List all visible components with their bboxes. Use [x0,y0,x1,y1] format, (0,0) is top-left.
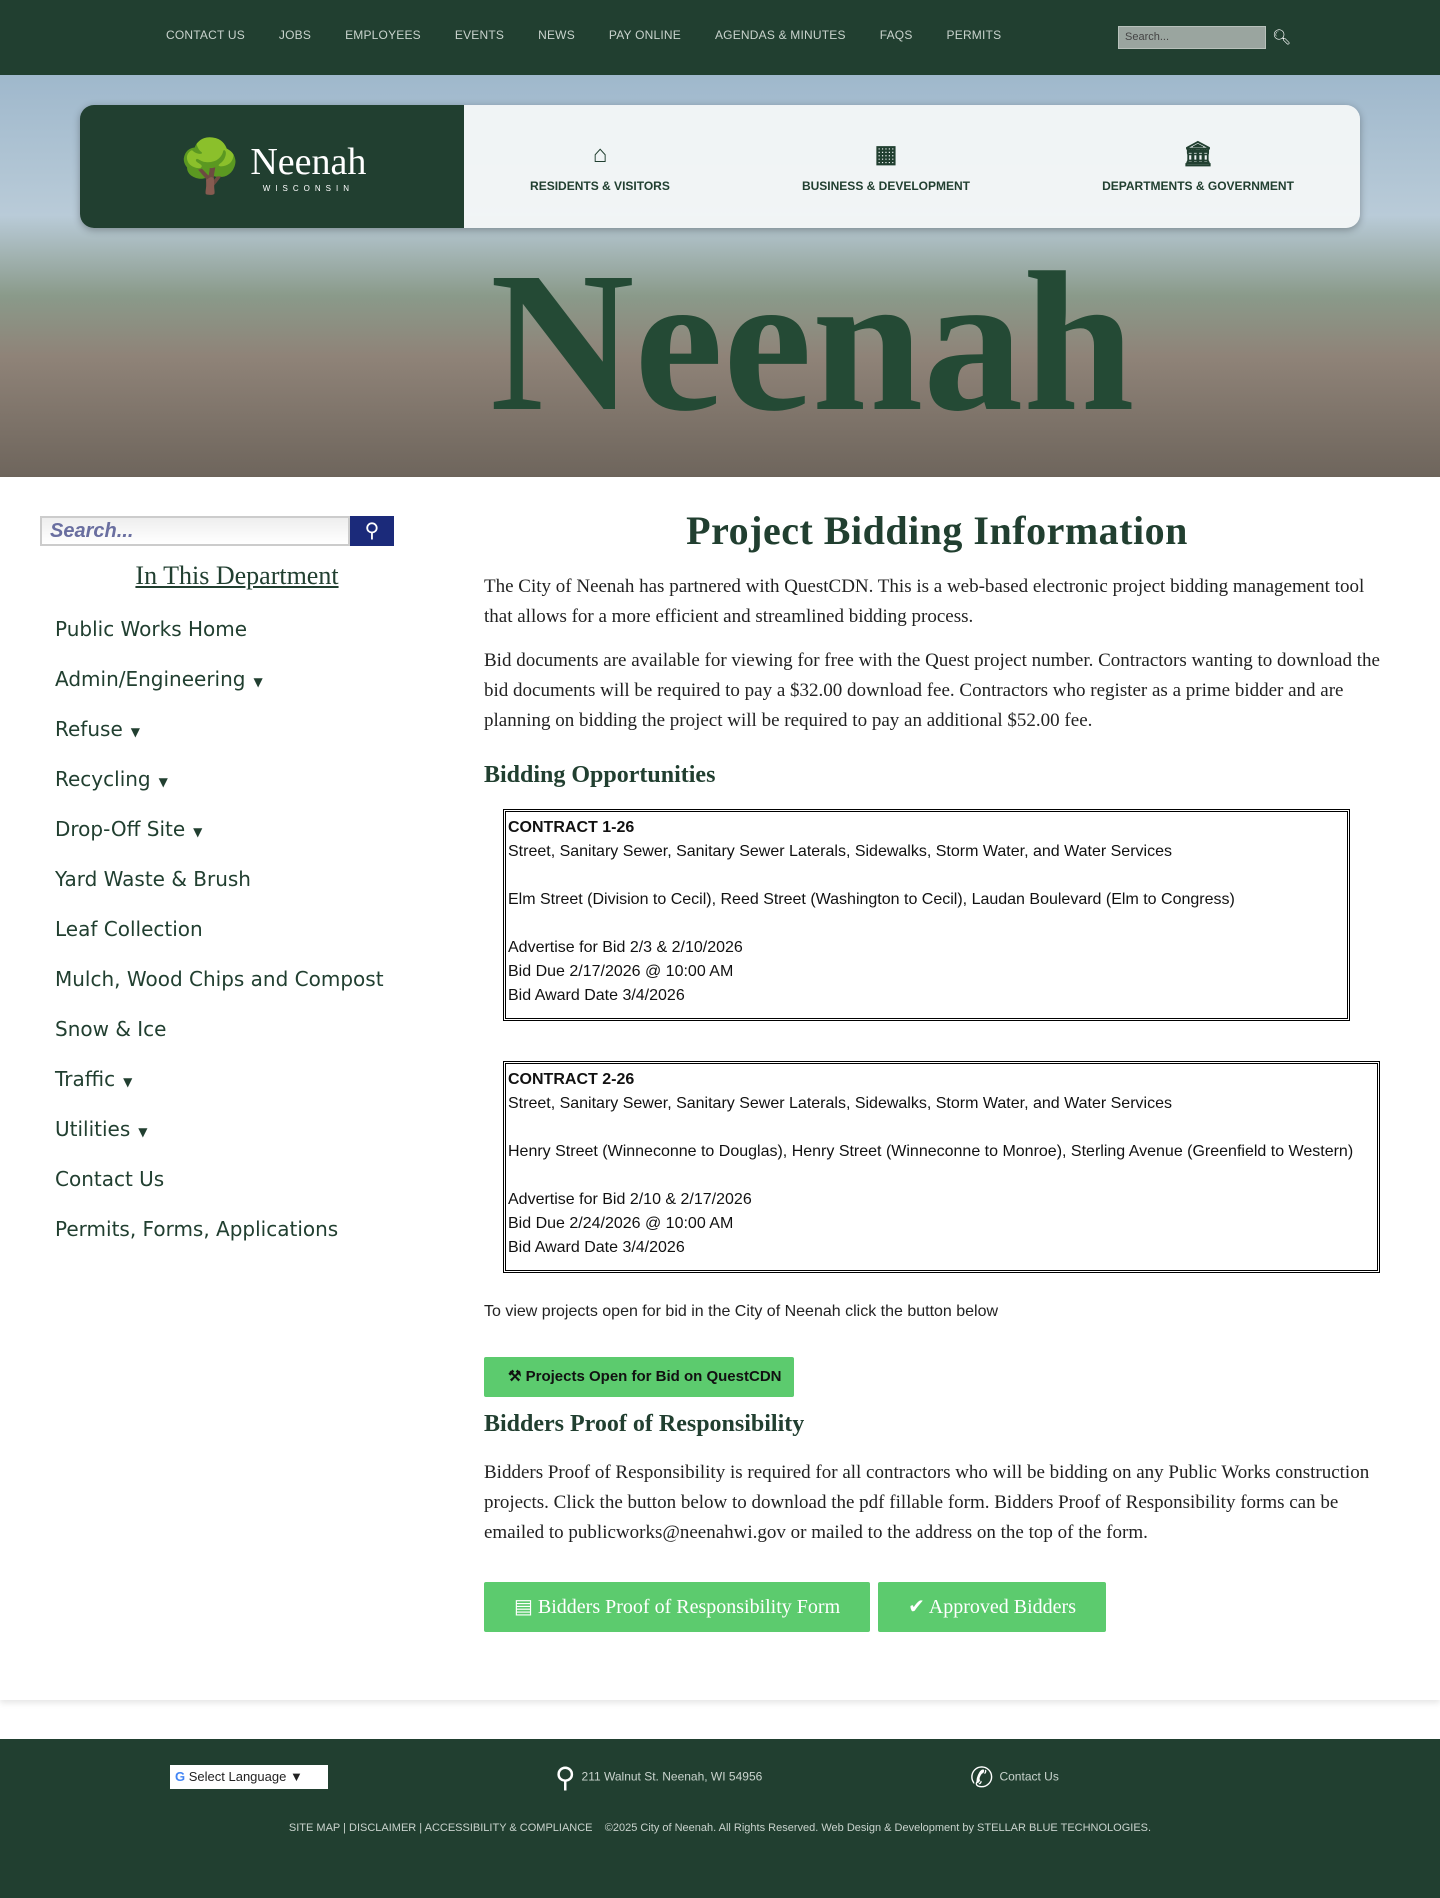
google-icon: G [175,1769,186,1784]
questcdn-button[interactable] [484,1357,794,1397]
quicknav-business[interactable] [802,140,970,193]
sidebar-item[interactable] [55,1167,384,1217]
quicknav-residents[interactable] [530,141,670,193]
map-pin-icon: ⚲ [555,1762,576,1793]
sidebar-item-label: Traffic [55,1067,116,1091]
logo-name: Neenah [250,141,367,183]
department-title[interactable]: In This Department [135,561,339,590]
government-icon: 🏛︎ [1182,141,1214,168]
footer-contact[interactable] [970,1761,1059,1794]
sidebar-item[interactable] [55,1117,384,1167]
sidebar-nav [55,617,384,1267]
language-label: Select Language [188,1769,287,1784]
sidebar-item[interactable] [55,1017,384,1067]
contract-box [503,809,1350,1021]
contract-title: CONTRACT 1-26 [508,819,635,836]
topnav-faqs[interactable]: FAQS [879,28,913,42]
sidebar-item[interactable] [55,617,384,667]
topnav-contact-us[interactable]: CONTACT US [166,28,245,42]
sidebar-item[interactable] [55,717,384,767]
caret-down-icon[interactable]: ▼ [158,775,168,789]
proof-paragraph: Bidders Proof of Responsibility is required for all contractors who will be bidding on any Public Works construction projects. Click the button below to download the pdf fillable form. Bidders Proof of Responsibility forms can be emailed to publicworks@neenahwi.gov or mailed to the address on the top of the form. [484,1462,1370,1543]
footer-address [555,1761,762,1794]
sidebar-item[interactable] [55,767,384,817]
caret-down-icon[interactable]: ▼ [253,675,263,689]
content-area [0,477,1440,1700]
contract-streets: Henry Street (Winneconne to Douglas), Henry Street (Winneconne to Monroe), Sterling Avenue (Greenfield to Western) [508,1143,1354,1160]
caret-down-icon[interactable]: ▼ [123,1075,133,1089]
topnav-permits[interactable]: PERMITS [946,28,1002,42]
button-label: Approved Bidders [928,1596,1076,1618]
search-icon: ⚲ [364,520,380,542]
contact-text: Contact Us [999,1769,1059,1784]
language-select[interactable]: G Select Language ▼ [170,1765,328,1789]
sidebar-item[interactable] [55,667,384,717]
topnav-events[interactable]: EVENTS [454,28,505,42]
main-content [484,507,1390,1632]
search-icon[interactable]: 🔍︎ [1272,29,1292,46]
sidebar-item[interactable] [55,1217,384,1267]
proof-heading: Bidders Proof of Responsibility [484,1411,805,1437]
contract-due: Bid Due 2/24/2026 @ 10:00 AM [508,1215,734,1232]
contract-scope: Street, Sanitary Sewer, Sanitary Sewer Laterals, Sidewalks, Storm Water, and Water Services [508,1095,1172,1112]
view-projects-text: To view projects open for bid in the City of Neenah click the button below [484,1303,999,1320]
sidebar-search-input[interactable]: Search... [40,516,350,546]
quicknav-departments[interactable] [1102,140,1294,193]
quicknav-label: RESIDENTS & VISITORS [530,178,670,193]
contract-box [503,1061,1380,1273]
intro-paragraph: The City of Neenah has partnered with QuestCDN. This is a web-based electronic project bidding management tool that allows for a more efficient and streamlined bidding process. [484,576,1365,627]
sidebar-item[interactable] [55,917,384,967]
page-title: Project Bidding Information [686,508,1188,553]
contract-advertise: Advertise for Bid 2/10 & 2/17/2026 [508,1191,752,1208]
quicknav-label: BUSINESS & DEVELOPMENT [801,179,970,193]
topnav-employees[interactable]: EMPLOYEES [345,28,421,42]
contract-award: Bid Award Date 3/4/2026 [508,987,685,1004]
top-search-input[interactable]: Search... [1118,26,1266,49]
contract-award: Bid Award Date 3/4/2026 [508,1239,685,1256]
topnav-news[interactable]: NEWS [538,28,575,42]
sidebar-item-label: Drop-Off Site [55,817,186,841]
caret-down-icon[interactable]: ▼ [130,725,140,739]
fees-paragraph: Bid documents are available for viewing for free with the Quest project number. Contractors wanting to download the bid documents will be required to pay a $32.00 download fee. Contractors who register as a prime bidder and are planning on bidding the project will be required to pay an additional $52.00 fee. [484,650,1380,731]
check-icon: ✔ [908,1596,929,1618]
top-nav [166,28,1001,42]
logo-sub: WISCONSIN [262,184,354,193]
sidebar-item[interactable] [55,967,384,1017]
sidebar-item-label: Utilities [55,1117,131,1141]
contract-due: Bid Due 2/17/2026 @ 10:00 AM [508,963,734,980]
sidebar-item[interactable] [55,817,384,867]
sidebar-item-label: Snow & Ice [55,1017,167,1041]
proof-form-button[interactable] [484,1582,870,1632]
logo[interactable] [80,105,464,228]
excavator-icon: ⚒ [508,1368,526,1385]
approved-bidders-button[interactable] [878,1582,1106,1632]
quicknav-label: DEPARTMENTS & GOVERNMENT [1102,179,1294,193]
address-text: 211 Walnut St. Neenah, WI 54956 [581,1769,763,1784]
document-icon: ▤ [514,1596,538,1618]
contract-streets: Elm Street (Division to Cecil), Reed Street (Washington to Cecil), Laudan Boulevard (Elm to Congress) [508,891,1235,908]
footer [0,1739,1440,1898]
quick-nav [464,105,1360,228]
header-card [80,105,1360,228]
home-icon: ⌂ [592,140,608,168]
contract-scope: Street, Sanitary Sewer, Sanitary Sewer Laterals, Sidewalks, Storm Water, and Water Services [508,843,1172,860]
footer-legal[interactable]: SITE MAP | DISCLAIMER | ACCESSIBILITY & COMPLIANCE ©2025 City of Neenah. All Rights Reserved. Web Design & Development by STELLAR BLUE TECHNOLOGIES. [288,1822,1152,1834]
sidebar-item[interactable] [55,867,384,917]
topnav-agendas[interactable]: AGENDAS & MINUTES [714,28,846,42]
topnav-jobs[interactable]: JOBS [278,28,312,42]
button-label: Bidders Proof of Responsibility Form [537,1596,841,1618]
sidebar-item-label: Leaf Collection [55,917,203,941]
sidebar-item-label: Refuse [55,717,123,741]
sidebar-item-label: Public Works Home [55,617,248,641]
building-icon: ▦ [874,141,898,168]
topnav-pay-online[interactable]: PAY ONLINE [608,28,681,42]
hero-sign-text: Neenah [490,232,1135,453]
sidebar-item-label: Contact Us [55,1167,165,1191]
button-label: Projects Open for Bid on QuestCDN [525,1368,782,1385]
sidebar-item-label: Admin/Engineering [55,667,246,691]
sidebar-search-button[interactable] [350,516,394,546]
bidding-heading: Bidding Opportunities [484,762,716,788]
contract-title: CONTRACT 2-26 [508,1071,635,1088]
caret-down-icon[interactable]: ▼ [138,1125,148,1139]
sidebar-item-label: Yard Waste & Brush [55,867,251,891]
top-bar [0,0,1440,75]
caret-down-icon[interactable]: ▼ [193,825,203,839]
tree-logo-icon: 🌳 [177,138,243,196]
sidebar-item-label: Mulch, Wood Chips and Compost [55,967,384,991]
phone-icon: ✆ [970,1762,994,1793]
sidebar-item-label: Recycling [55,767,151,791]
contract-advertise: Advertise for Bid 2/3 & 2/10/2026 [508,939,743,956]
sidebar-item-label: Permits, Forms, Applications [55,1217,339,1241]
sidebar-item[interactable] [55,1067,384,1117]
